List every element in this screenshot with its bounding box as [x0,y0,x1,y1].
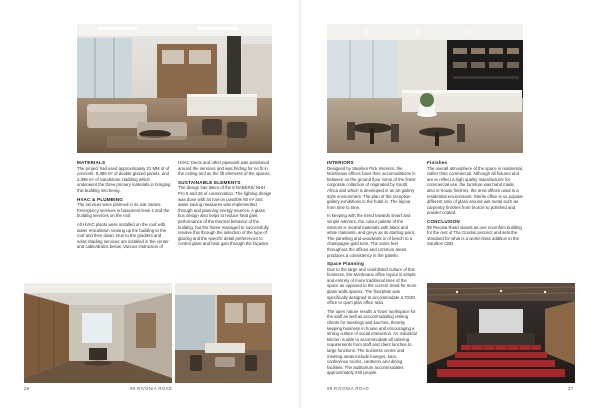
finishes-paragraph: The overall atmosphere of the space is residential, rather than commercial. Although all fixtures and are to reflect a high quality manufacturer for commercial use, the furniture was hand made, also in-house finishes, the area offices used in a residential environment. Sterile office is so popular different ratio of glass around wet metal such as carpentry finishes from bronze to polished and powder coated. [427,165,524,216]
space-planning-paragraph-2: The open nature results a 'town' workspace for the staff as well as accommodating visiting clients for meetings and lunches, thereby keeping business in house and encouraging a strong culture of social interaction. An industrial kitchen is able to accommodate all catering requirements from staff and client lunches to large functions. The business centre and meeting areas include lounges, bars, conference rooms, canteens and dining facilities. The auditorium accommodates approximately 240 people. [327,308,417,376]
corridor-photo [24,283,172,383]
right-footer-title: 99 RIVONIA ROAD [327,386,370,391]
interiors-paragraph-1: Designed by Stephen Pick Interiors, the Montreaux offices have their accomodations in between on the ground floor some of the finest corporate collection of originated by South Africa and which is developed in an art gallery style environment. The plan of the reception gallery exhibitions in the hotel in. The layout from time to time. [327,165,416,210]
left-col2-text [178,160,272,250]
conclusion-heading: CONCLUSION [427,218,460,224]
left-col1-text [77,160,171,253]
hvac-heading: HVAC & PLUMBING [77,196,124,202]
interiors-paragraph-2: In keeping with the trend towards smart and simple interiors, the colour palette of the interiors is neutral materials with black and white materials, and greys as its starting point. The panelling and woodwork is of beech to a champagne gold tone. The same feel throughout the offices and common areas produces a consistency in the palette. [327,213,416,258]
right-footer-page-number: 27 [568,386,574,391]
conclusion-paragraph: 99 Rivonia Road stands as one reconfirm building for the rest of The Gordon precinct and sets the standard for what is a world-class addition to the Sandton CBD. [427,224,522,247]
right-col1-text [327,160,419,379]
left-footer-page-number: 26 [24,386,30,391]
hvac-paragraph-2: All HVAC plants were installed on the roof with water reticulation running up the building to the roof and then down. Due to the gradient and solar shading services are installed in the center and cable/drains below, Various instruction of [77,221,169,250]
materials-heading: MATERIALS [77,160,106,165]
cafeteria-photo [327,24,523,153]
sustainable-heading: SUSTAINABLE ELEMENTS [178,179,241,185]
hvac-continued-paragraph: HVAC Ducts and other pipework was positioned around the services and was finding for no fit in the ceiling and as the lift elements of the spaces. [178,160,271,177]
sustainable-paragraph: The design has taken of the 5 NABERS/ NHH Pro 5 and 26 of conservation. The lighting design was done with an low-on possible 60 m² and water saving measures was implemented through and planning energy sources. A glass box design also helps to reduce heat gain, performance of the thermal behavior of the building, but the frame managed to successfully resolve this through the selection of the type of glazing and the specific detail preferences to control glare and heat gain through the façades. [178,185,272,247]
space-planning-heading: Space Planning [327,261,365,267]
materials-paragraph: The project had used approximately 21 MM of of concrete, 8,389 m² of double glazed panels, and 2,386 m² of Sandstone cladding which underwent the three primary materials in bringing this building into being. [77,165,171,193]
left-footer-title: 99 RIVONIA ROAD [130,386,173,391]
hvac-paragraph-1: The services were planned in its Ivar James Emergency services in basement level 2 and the building services on the roof. [77,202,170,219]
lounge-photo [77,24,272,153]
interiors-heading: INTERIORS [327,160,354,165]
auditorium-photo [427,283,575,383]
right-page [300,0,600,408]
right-col2-text [427,160,523,250]
dining-lounge-photo [175,283,272,383]
finishes-heading: Finishes [427,160,448,165]
space-planning-paragraph-1: Due to the large and uninhibited culture of this business, the Montreaux office layout is simple and entirely of more traditional lines of the space as opposed to the current trend for more glass walls spaces. The floorplate was specifically designed to accommodate a 70/30 office to open plan office ratio. [327,266,417,306]
